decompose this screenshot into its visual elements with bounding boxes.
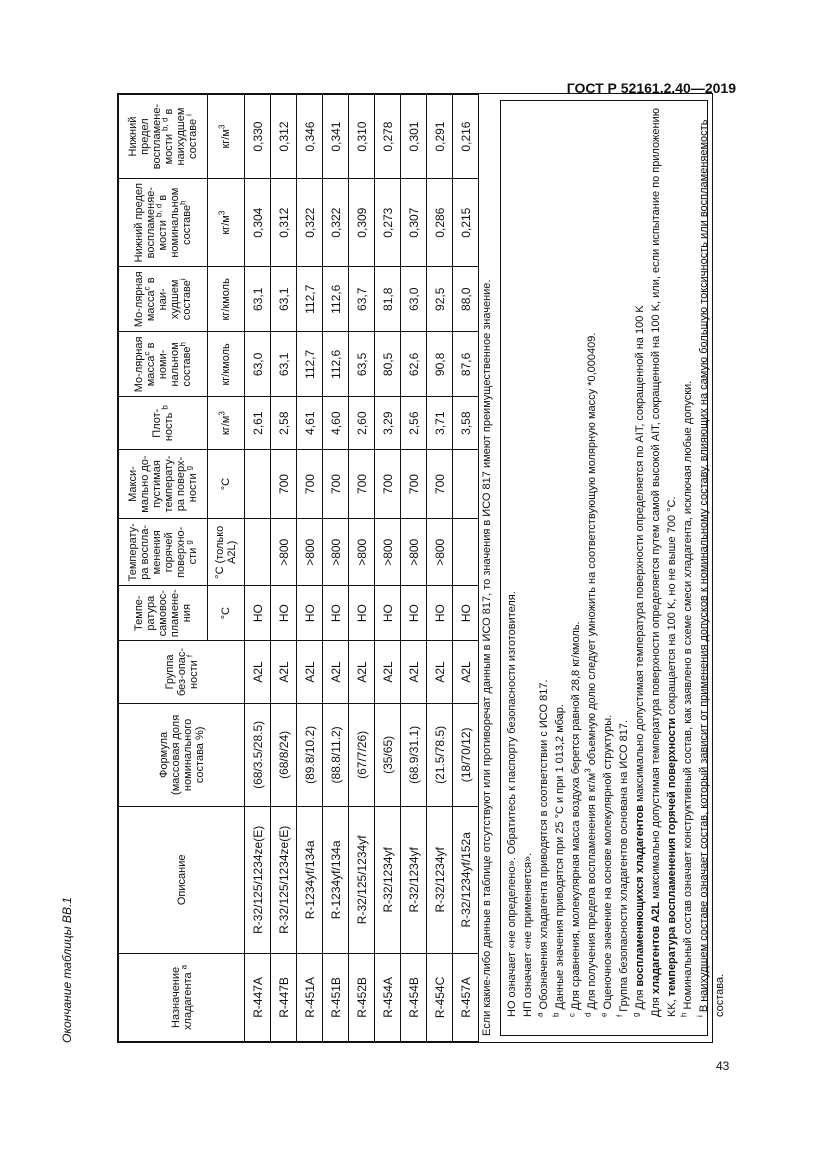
cell-id: R-454C — [427, 953, 453, 1041]
cell-lfl_nom: 0,309 — [349, 179, 375, 267]
cell-id: R-454B — [401, 953, 427, 1041]
footnote-no: НО означает «не определено». Обратитесь к паспорту безопасности изготовителя. — [506, 591, 518, 1017]
cell-desc: R-32/1234yf — [375, 806, 401, 953]
cell-ait: НО — [375, 586, 401, 641]
cell-mm_worst: 88,0 — [453, 267, 479, 332]
cell-formula: (67/7/26) — [349, 703, 375, 806]
footnote-e: $^e$ Оценочное значение на основе молекулярной структуры. — [599, 714, 614, 1017]
cell-maxt: 700 — [349, 449, 375, 518]
footnote-c: $^c$ Для сравнения, молекулярная масса воздуха берется равной 28,8 кг/кмоль. — [567, 621, 582, 1017]
cell-mm_worst: 112,7 — [297, 267, 323, 332]
cell-id: R-454A — [375, 953, 401, 1041]
header-hot-surface: Температу-ра воспла-менения горячей поверхно-сти $^g$ — [119, 519, 208, 586]
cell-desc: R-32/1234yf — [401, 806, 427, 953]
table-main-note: Если какие-либо данные в таблице отсутствуют или противоречат данным в ИСО 817, то значения в ИСО 817 имеют преимущественное значение. — [481, 279, 493, 1036]
cell-hsit: >800 — [323, 519, 349, 586]
unit-lfl-nominal: $кг/м^3$ — [208, 179, 245, 267]
table-row — [349, 95, 375, 1042]
cell-formula: (88.8/11.2) — [323, 703, 349, 806]
cell-desc: R-32/125/1234yf — [349, 806, 375, 953]
cell-maxt: 700 — [271, 449, 297, 518]
cell-group: A2L — [375, 640, 401, 703]
refrigerant-table — [118, 94, 479, 1042]
cell-maxt: 700 — [375, 449, 401, 518]
cell-mm_nom: 63,5 — [349, 332, 375, 397]
table-body — [245, 95, 479, 1042]
header-lfl-worst: Нижний предел воспламене-мости $^{b, d}$ в наихудшем составе $^i$ — [119, 95, 208, 179]
cell-lfl_nom: 0,286 — [427, 179, 453, 267]
cell-id: R-457A — [453, 953, 479, 1041]
cell-lfl_worst: 0,330 — [245, 95, 271, 179]
cell-hsit: >800 — [375, 519, 401, 586]
cell-maxt: 700 — [427, 449, 453, 518]
cell-mm_worst: 63,1 — [271, 267, 297, 332]
cell-dens: 3,71 — [427, 397, 453, 449]
header-molar-mass-nominal: Мо-лярная масса$^c$ в номи-нальном составе$^h$ — [119, 332, 208, 397]
cell-ait: НО — [349, 586, 375, 641]
table-row — [453, 95, 479, 1042]
cell-lfl_nom: 0,273 — [375, 179, 401, 267]
cell-mm_nom: 112,6 — [323, 332, 349, 397]
header-designation: Назначение хладагента $^a$ — [119, 953, 245, 1041]
cell-group: A2L — [401, 640, 427, 703]
footnote-b: $^b$ Данные значения приводятся при 25 °С и при 1 013,2 мбар. — [551, 704, 566, 1017]
cell-maxt: 700 — [323, 449, 349, 518]
cell-lfl_nom: 0,215 — [453, 179, 479, 267]
cell-hsit: >800 — [297, 519, 323, 586]
cell-desc: R-1234yf/134a — [323, 806, 349, 953]
unit-lfl-worst: $кг/м^3$ — [208, 95, 245, 179]
footnotes-box — [500, 100, 726, 1036]
cell-lfl_nom: 0,322 — [323, 179, 349, 267]
cell-dens: 4,61 — [297, 397, 323, 449]
cell-dens: 2,61 — [245, 397, 271, 449]
cell-hsit: >800 — [427, 519, 453, 586]
table-row — [245, 95, 271, 1042]
unit-density: $кг/м^3$ — [208, 397, 245, 449]
document-code: ГОСТ Р 52161.2.40—2019 — [566, 80, 736, 96]
cell-group: A2L — [271, 640, 297, 703]
cell-formula: (18/70/12) — [453, 703, 479, 806]
cell-lfl_worst: 0,291 — [427, 95, 453, 179]
cell-hsit — [453, 519, 479, 586]
cell-desc: R-32/1234yf/152a — [453, 806, 479, 953]
table-row — [297, 95, 323, 1042]
table-row — [375, 95, 401, 1042]
cell-lfl_worst: 0,278 — [375, 95, 401, 179]
cell-lfl_worst: 0,301 — [401, 95, 427, 179]
unit-max-surface-temp: °С — [208, 449, 245, 518]
cell-mm_nom: 63,0 — [245, 332, 271, 397]
cell-lfl_nom: 0,322 — [297, 179, 323, 267]
cell-dens: 3,58 — [453, 397, 479, 449]
cell-lfl_worst: 0,346 — [297, 95, 323, 179]
header-molar-mass-worst: Мо-лярная масса$^c$ в наи-худшем составе$^i$ — [119, 267, 208, 332]
cell-mm_nom: 63,1 — [271, 332, 297, 397]
cell-hsit: >800 — [401, 519, 427, 586]
cell-mm_worst: 63,7 — [349, 267, 375, 332]
header-formula: Формула (массовая доля номинального состава %) — [119, 703, 245, 806]
header-description: Описание — [119, 806, 245, 953]
header-ait: Темпе-ратура самовос-пламене-ния — [119, 586, 208, 641]
footnote-h: $^h$ Номинальный состав означает конструктивный состав, как заявлено в схеме смеси хладагента, исключая любые допуски. — [679, 380, 694, 1017]
cell-ait: НО — [427, 586, 453, 641]
unit-molar-mass-worst: кг/кмоль — [208, 267, 245, 332]
cell-id: R-447B — [271, 953, 297, 1041]
cell-maxt — [453, 449, 479, 518]
cell-maxt: 700 — [297, 449, 323, 518]
cell-id: R-452B — [349, 953, 375, 1041]
rotated-content — [60, 93, 726, 1043]
cell-ait: НО — [323, 586, 349, 641]
cell-group: A2L — [245, 640, 271, 703]
cell-group: A2L — [323, 640, 349, 703]
cell-ait: НО — [271, 586, 297, 641]
unit-molar-mass-nominal: кг/кмоль — [208, 332, 245, 397]
cell-dens: 4,60 — [323, 397, 349, 449]
cell-id: R-447A — [245, 953, 271, 1041]
cell-id: R-451B — [323, 953, 349, 1041]
cell-ait: НО — [297, 586, 323, 641]
cell-formula: (68/3.5/28.5) — [245, 703, 271, 806]
cell-desc: R-32/1234yf — [427, 806, 453, 953]
footnote-a: $^a$ Обозначения хладагента приводятся в соответствии с ИСО 817. — [535, 679, 550, 1017]
cell-ait: НО — [401, 586, 427, 641]
cell-dens: 2,58 — [271, 397, 297, 449]
cell-hsit: >800 — [271, 519, 297, 586]
cell-mm_worst: 112,6 — [323, 267, 349, 332]
footnote-f: $^f$ Группа безопасности хладагентов основана на ИСО 817. — [615, 719, 630, 1017]
cell-group: A2L — [427, 640, 453, 703]
cell-lfl_worst: 0,310 — [349, 95, 375, 179]
cell-group: A2L — [453, 640, 479, 703]
cell-id: R-451A — [297, 953, 323, 1041]
cell-formula: (89.8/10.2) — [297, 703, 323, 806]
cell-mm_nom: 80,5 — [375, 332, 401, 397]
cell-group: A2L — [297, 640, 323, 703]
footnote-d: $^d$ Для получения предела воспламенения в $кг/м^3$ объемную долю следует умножить на соответствующую молярную массу *0,000409. — [583, 332, 598, 1017]
cell-formula: (68.9/31.1) — [401, 703, 427, 806]
cell-lfl_nom: 0,312 — [271, 179, 297, 267]
cell-mm_nom: 62,6 — [401, 332, 427, 397]
table-row — [427, 95, 453, 1042]
footnote-g-a2l: Для хладагентов A2L максимально допустимая температура поверхности определяется путем самой высокой AIT, сокращенной на 100 K, или, если испытание по приложению KK, температура воспламенения горячей поверхности сокращается на 100 K, но не выше 700 °С. — [650, 108, 678, 1017]
header-lfl-nominal: Нижний предел воспламеняе-мости $^{b, d}$ в номинальном составе$^h$ — [119, 179, 208, 267]
cell-dens: 3,29 — [375, 397, 401, 449]
cell-ait: НО — [245, 586, 271, 641]
cell-hsit: >800 — [349, 519, 375, 586]
page-number: 43 — [716, 1059, 730, 1073]
table-frame — [117, 93, 726, 1043]
cell-formula: (35/65) — [375, 703, 401, 806]
cell-group: A2L — [349, 640, 375, 703]
table-row — [271, 95, 297, 1042]
cell-mm_nom: 112,7 — [297, 332, 323, 397]
cell-maxt — [245, 449, 271, 518]
footnote-np: НП означает «не применяется». — [522, 852, 534, 1017]
unit-ait: °С — [208, 586, 245, 641]
cell-mm_worst: 92,5 — [427, 267, 453, 332]
cell-lfl_worst: 0,216 — [453, 95, 479, 179]
cell-mm_worst: 81,8 — [375, 267, 401, 332]
header-safety-group: Группа без-опас-ности $^f$ — [119, 640, 245, 703]
cell-lfl_nom: 0,304 — [245, 179, 271, 267]
cell-desc: R-32/125/1234ze(E) — [271, 806, 297, 953]
cell-lfl_worst: 0,312 — [271, 95, 297, 179]
cell-ait: НО — [453, 586, 479, 641]
cell-lfl_nom: 0,307 — [401, 179, 427, 267]
unit-hot-surface: °С (только A2L) — [208, 519, 245, 586]
cell-desc: R-32/125/1234ze(E) — [245, 806, 271, 953]
cell-formula: (68/8/24) — [271, 703, 297, 806]
cell-mm_nom: 90,8 — [427, 332, 453, 397]
header-density: Плот-ность $^b$ — [119, 397, 208, 449]
cell-dens: 2,56 — [401, 397, 427, 449]
cell-hsit — [245, 519, 271, 586]
cell-dens: 2,60 — [349, 397, 375, 449]
table-row — [323, 95, 349, 1042]
footnote-g: $^g$ Для воспламеняющихся хладагентов максимально допустимая температура поверхности определяется по AIT, сокращенной на 100 K — [631, 305, 646, 1017]
header-max-surface-temp: Макси-мально до-пустимая температу-ра поверх-ности $^g$ — [119, 449, 208, 518]
table-row — [401, 95, 427, 1042]
cell-mm_worst: 63,1 — [245, 267, 271, 332]
table-caption: Окончание таблицы ВВ.1 — [60, 897, 74, 1043]
footnote-i: $^i$ В наихудшем составе означает состав, который зависит от применения допусков к номинальному составу, влияющих на самую большую токсичность или воспламеняемость состава. — [695, 119, 726, 1017]
cell-mm_nom: 87,6 — [453, 332, 479, 397]
cell-desc: R-1234yf/134a — [297, 806, 323, 953]
cell-formula: (21.5/78.5) — [427, 703, 453, 806]
cell-lfl_worst: 0,341 — [323, 95, 349, 179]
cell-maxt: 700 — [401, 449, 427, 518]
cell-mm_worst: 63,0 — [401, 267, 427, 332]
